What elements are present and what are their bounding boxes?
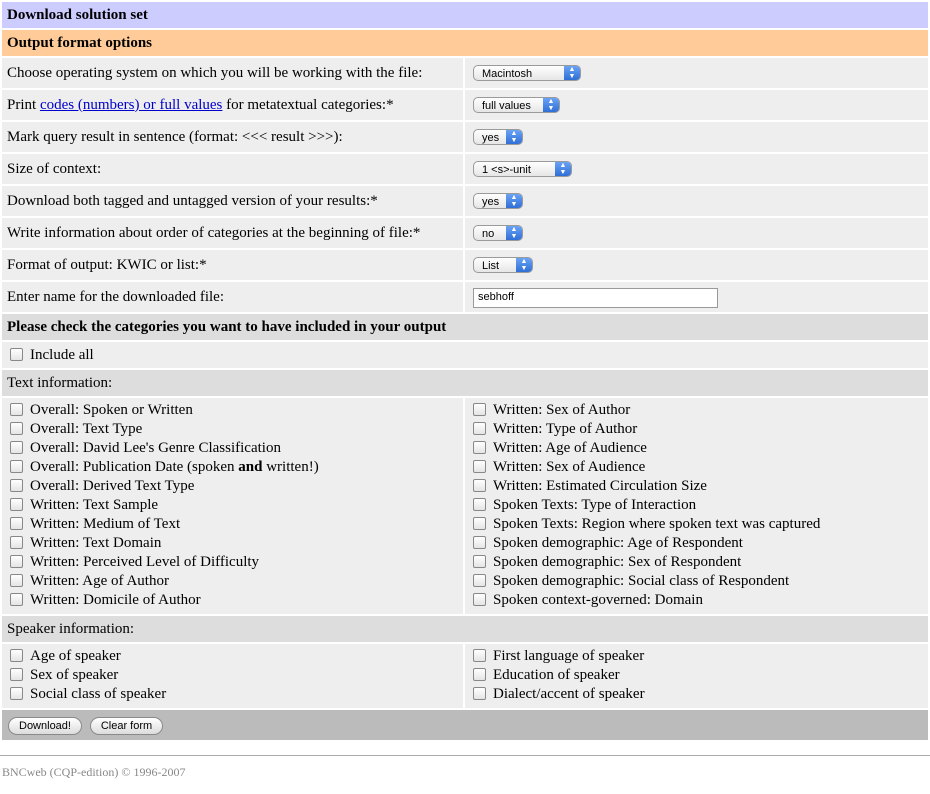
os-select-value: Macintosh [482, 68, 533, 80]
download-form [2, 2, 928, 742]
select-arrows-icon: ▲ ▼ [564, 66, 580, 80]
order-info-value: no [482, 228, 495, 240]
checkbox[interactable] [10, 403, 23, 416]
tagged-version-value: yes [482, 196, 500, 208]
category-label: Dialect/accent of speaker [493, 686, 645, 702]
checkbox[interactable] [473, 574, 486, 587]
checkbox[interactable] [10, 574, 23, 587]
mark-result-label: Mark query result in sentence (format: <<< result >>>): [2, 122, 463, 152]
checkbox[interactable] [473, 441, 486, 454]
category-label-bold: and [238, 459, 263, 475]
category-label: Written: Perceived Level of Difficulty [30, 554, 260, 570]
codes-select[interactable] [473, 97, 560, 113]
category-label: Written: Sex of Audience [493, 459, 646, 475]
checkbox[interactable] [10, 649, 23, 662]
mark-result-select[interactable] [473, 129, 523, 145]
categories-header: Please check the categories you want to have included in your output [2, 314, 928, 340]
category-label: Overall: Spoken or Written [30, 402, 193, 418]
speaker-info-left-column [2, 644, 463, 708]
checkbox[interactable] [10, 555, 23, 568]
category-label: Written: Estimated Circulation Size [493, 478, 707, 494]
select-arrows-icon: ▲ ▼ [506, 130, 522, 144]
category-label: Written: Domicile of Author [30, 592, 201, 608]
checkbox[interactable] [10, 517, 23, 530]
checkbox[interactable] [10, 422, 23, 435]
checkbox[interactable] [473, 422, 486, 435]
category-label: Overall: Derived Text Type [30, 478, 195, 494]
category-label: Written: Age of Audience [493, 440, 647, 456]
checkbox[interactable] [10, 441, 23, 454]
category-label-tail: written!) [262, 459, 319, 475]
checkbox[interactable] [473, 479, 486, 492]
codes-label-post: for metatextual categories:* [222, 97, 394, 113]
category-label: Sex of speaker [30, 667, 119, 683]
category-label: First language of speaker [493, 648, 645, 664]
checkbox[interactable] [10, 593, 23, 606]
checkbox[interactable] [473, 555, 486, 568]
category-label: Written: Text Sample [30, 497, 159, 513]
download-button[interactable]: Download! [8, 717, 82, 735]
context-size-value: 1 <s>-unit [482, 164, 531, 176]
category-label: Education of speaker [493, 667, 620, 683]
context-size-select[interactable] [473, 161, 572, 177]
checkbox[interactable] [473, 498, 486, 511]
footer-copyright: BNCweb (CQP-edition) © 1996-2007 [2, 765, 186, 779]
checkbox[interactable] [10, 668, 23, 681]
category-label: Overall: Text Type [30, 421, 143, 437]
tagged-version-label: Download both tagged and untagged version of your results:* [2, 186, 463, 216]
text-info-left-column [2, 398, 463, 614]
category-label: Spoken demographic: Social class of Respondent [493, 573, 790, 589]
mark-result-value: yes [482, 132, 500, 144]
text-info-right-column [465, 398, 928, 614]
category-label: Spoken Texts: Type of Interaction [493, 497, 697, 513]
checkbox[interactable] [473, 536, 486, 549]
select-arrows-icon: ▲ ▼ [516, 258, 532, 272]
output-format-label: Format of output: KWIC or list:* [2, 250, 463, 280]
category-label: Written: Text Domain [30, 535, 162, 551]
speaker-info-right-column [465, 644, 928, 708]
category-label: Age of speaker [30, 648, 121, 664]
checkbox[interactable] [10, 498, 23, 511]
select-arrows-icon: ▲ ▼ [506, 194, 522, 208]
include-all-checkbox[interactable] [10, 348, 23, 361]
category-label: Written: Medium of Text [30, 516, 181, 532]
category-label: Overall: David Lee's Genre Classification [30, 440, 281, 456]
select-arrows-icon: ▲ ▼ [555, 162, 571, 176]
os-label: Choose operating system on which you will be working with the file: [2, 58, 463, 88]
category-label: Spoken context-governed: Domain [493, 592, 703, 608]
footer-divider [0, 755, 930, 756]
output-format-select[interactable] [473, 257, 533, 273]
checkbox[interactable] [473, 668, 486, 681]
select-arrows-icon: ▲ ▼ [506, 226, 522, 240]
codes-select-value: full values [482, 100, 531, 112]
filename-label: Enter name for the downloaded file: [2, 282, 463, 312]
codes-values-link[interactable]: codes (numbers) or full values [39, 97, 223, 113]
category-label: Social class of speaker [30, 686, 167, 702]
codes-label [2, 90, 463, 120]
checkbox[interactable] [10, 479, 23, 492]
context-size-label: Size of context: [2, 154, 463, 184]
format-options-header: Output format options [2, 30, 928, 56]
category-label: Spoken Texts: Region where spoken text was captured [493, 516, 821, 532]
category-label: Written: Age of Author [30, 573, 169, 589]
checkbox[interactable] [473, 403, 486, 416]
speaker-info-heading: Speaker information: [2, 616, 928, 642]
checkbox[interactable] [10, 460, 23, 473]
category-label: Spoken demographic: Sex of Respondent [493, 554, 742, 570]
filename-input[interactable]: sebhoff [473, 288, 718, 308]
order-info-select[interactable] [473, 225, 523, 241]
checkbox[interactable] [473, 460, 486, 473]
select-arrows-icon: ▲ ▼ [543, 98, 559, 112]
category-label: Written: Type of Author [493, 421, 638, 437]
checkbox[interactable] [473, 517, 486, 530]
page-title: Download solution set [2, 2, 928, 28]
checkbox[interactable] [473, 687, 486, 700]
checkbox[interactable] [10, 536, 23, 549]
include-all-label: Include all [30, 347, 94, 363]
tagged-version-select[interactable] [473, 193, 523, 209]
checkbox[interactable] [473, 593, 486, 606]
output-format-value: List [482, 260, 500, 272]
button-bar [2, 710, 928, 740]
category-label: Overall: Publication Date (spoken [30, 459, 239, 475]
os-select[interactable] [473, 65, 581, 81]
codes-label-pre: Print [7, 97, 40, 113]
category-label: Spoken demographic: Age of Respondent [493, 535, 743, 551]
category-label: Written: Sex of Author [493, 402, 631, 418]
checkbox[interactable] [10, 687, 23, 700]
text-info-heading: Text information: [2, 370, 928, 396]
order-info-label: Write information about order of categories at the beginning of file:* [2, 218, 463, 248]
checkbox[interactable] [473, 649, 486, 662]
clear-form-button[interactable]: Clear form [90, 717, 163, 735]
